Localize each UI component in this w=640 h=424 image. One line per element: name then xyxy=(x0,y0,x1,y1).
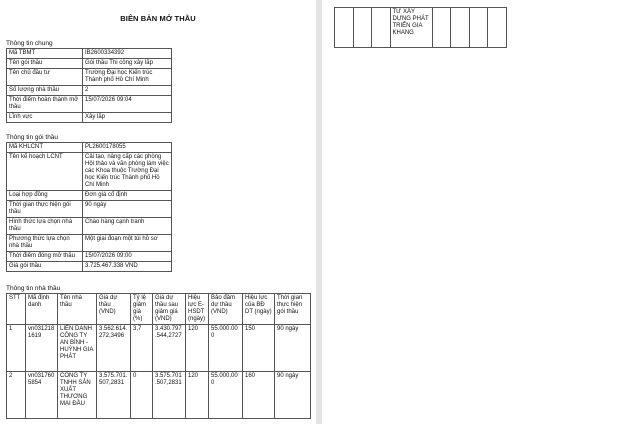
table-cell: 55.000.000 xyxy=(209,325,243,372)
continuation-cell xyxy=(372,8,391,48)
continuation-cell xyxy=(432,8,451,48)
table-cell: vn0312181619 xyxy=(26,325,58,372)
general-label: Lĩnh vực xyxy=(7,113,83,123)
table-cell: 2 xyxy=(7,372,26,419)
general-row xyxy=(7,113,172,123)
continuation-cell xyxy=(469,8,488,48)
table-cell: 90 ngày xyxy=(275,325,311,372)
general-row xyxy=(7,69,172,86)
package-row xyxy=(7,191,172,201)
column-header: Mã định danh xyxy=(26,294,58,325)
package-label: Phương thức lựa chọn nhà thầu xyxy=(7,235,83,252)
table-cell: CÔNG TY TNHH SẢN XUẤT THƯƠNG MẠI ĐẦU xyxy=(58,372,97,419)
table-cell: 3.575.701.507,2831 xyxy=(153,372,186,419)
package-row xyxy=(7,143,172,153)
general-value: Gói thầu Thi công xây lắp xyxy=(83,59,172,69)
column-header: Bảo đảm dự thầu (VND) xyxy=(209,294,243,325)
package-value: Một giai đoạn một túi hồ sơ xyxy=(83,235,172,252)
package-label: Hình thức lựa chọn nhà thầu xyxy=(7,218,83,235)
table-cell: 3.562.614.272,3496 xyxy=(97,325,131,372)
general-value: Xây lắp xyxy=(83,113,172,123)
bidder-info-table xyxy=(6,293,311,419)
table-cell: 3.575.701.507,2831 xyxy=(97,372,131,419)
table-row xyxy=(7,325,311,372)
general-label: Thời điểm hoàn thành mở thầu xyxy=(7,96,83,113)
table-row xyxy=(7,372,311,419)
continuation-cell xyxy=(335,8,354,48)
bidder-info-title: Thông tin nhà thầu xyxy=(6,285,61,292)
table-cell: 160 xyxy=(243,372,275,419)
package-value: 3.725.467.338 VND xyxy=(83,262,172,272)
package-label: Thời điểm đóng mở thầu xyxy=(7,252,83,262)
package-row xyxy=(7,218,172,235)
general-info-table xyxy=(6,48,172,123)
document-page-1 xyxy=(0,0,316,424)
general-value: IB2600334392 xyxy=(83,49,172,59)
general-row xyxy=(7,86,172,96)
column-header: Thời gian thực hiện gói thầu xyxy=(275,294,311,325)
general-info-title: Thông tin chung xyxy=(6,40,53,47)
general-label: Tên gói thầu xyxy=(7,59,83,69)
continuation-cell xyxy=(451,8,470,48)
document-title: BIÊN BẢN MỞ THẦU xyxy=(120,14,196,23)
column-header: STT xyxy=(7,294,26,325)
general-label: Mã TBMT xyxy=(7,49,83,59)
table-cell: 90 ngày xyxy=(275,372,311,419)
table-cell: 55.000.000 xyxy=(209,372,243,419)
package-info-table xyxy=(6,142,172,272)
table-cell: 3,7 xyxy=(131,325,153,372)
column-header: Tỷ lệ giảm giá (%) xyxy=(131,294,153,325)
table-cell: vn0317605854 xyxy=(26,372,58,419)
document-page-2 xyxy=(322,0,640,424)
table-cell: LIÊN DANH CÔNG TY AN BÌNH - HUỲNH GIA PHÁT xyxy=(58,325,97,372)
package-label: Loại hợp đồng xyxy=(7,191,83,201)
package-value: PL2600178055 xyxy=(83,143,172,153)
bidder-table-continuation xyxy=(334,7,507,48)
table-cell: 1 xyxy=(7,325,26,372)
column-header: Giá dự thầu sau giảm giá (VND) xyxy=(153,294,186,325)
package-label: Giá gói thầu xyxy=(7,262,83,272)
general-value: Trường Đại học Kiến trúc Thành phố Hồ Chí Minh xyxy=(83,69,172,86)
package-row xyxy=(7,201,172,218)
column-header: Hiệu lực E-HSDT (ngày) xyxy=(186,294,209,325)
table-cell: 120 xyxy=(186,372,209,419)
general-value: 2 xyxy=(83,86,172,96)
general-value: 15/07/2026 09:04 xyxy=(83,96,172,113)
package-row xyxy=(7,235,172,252)
column-header: Giá dự thầu (VND) xyxy=(97,294,131,325)
package-info-title: Thông tin gói thầu xyxy=(6,134,59,141)
continuation-cell: TƯ XÂY DỰNG PHÁT TRIỂN GIA KHANG xyxy=(390,8,432,48)
general-row xyxy=(7,59,172,69)
table-cell: 150 xyxy=(243,325,275,372)
general-row xyxy=(7,49,172,59)
package-value: 90 ngày xyxy=(83,201,172,218)
package-label: Tên kế hoạch LCNT xyxy=(7,153,83,191)
table-cell: 3.430.797.544,2727 xyxy=(153,325,186,372)
column-header: Hiệu lực của BĐ DT (ngày) xyxy=(243,294,275,325)
general-label: Tên chủ đầu tư xyxy=(7,69,83,86)
general-row xyxy=(7,96,172,113)
column-header: Tên nhà thầu xyxy=(58,294,97,325)
package-label: Mã KHLCNT xyxy=(7,143,83,153)
package-value: Chào hàng cạnh tranh xyxy=(83,218,172,235)
table-cell: 0 xyxy=(131,372,153,419)
package-row xyxy=(7,153,172,191)
general-label: Số lượng nhà thầu xyxy=(7,86,83,96)
package-value: 15/07/2026 09:00 xyxy=(83,252,172,262)
package-row xyxy=(7,262,172,272)
package-value: Đơn giá cố định xyxy=(83,191,172,201)
package-value: Cải tạo, nâng cấp các phòng Hội thảo và văn phòng làm việc các Khoa thuộc Trường Đại học Kiến trúc Thành phố Hồ Chí Minh xyxy=(83,153,172,191)
continuation-cell xyxy=(488,8,507,48)
package-row xyxy=(7,252,172,262)
continuation-cell xyxy=(353,8,372,48)
package-label: Thời gian thực hiện gói thầu xyxy=(7,201,83,218)
table-cell: 120 xyxy=(186,325,209,372)
